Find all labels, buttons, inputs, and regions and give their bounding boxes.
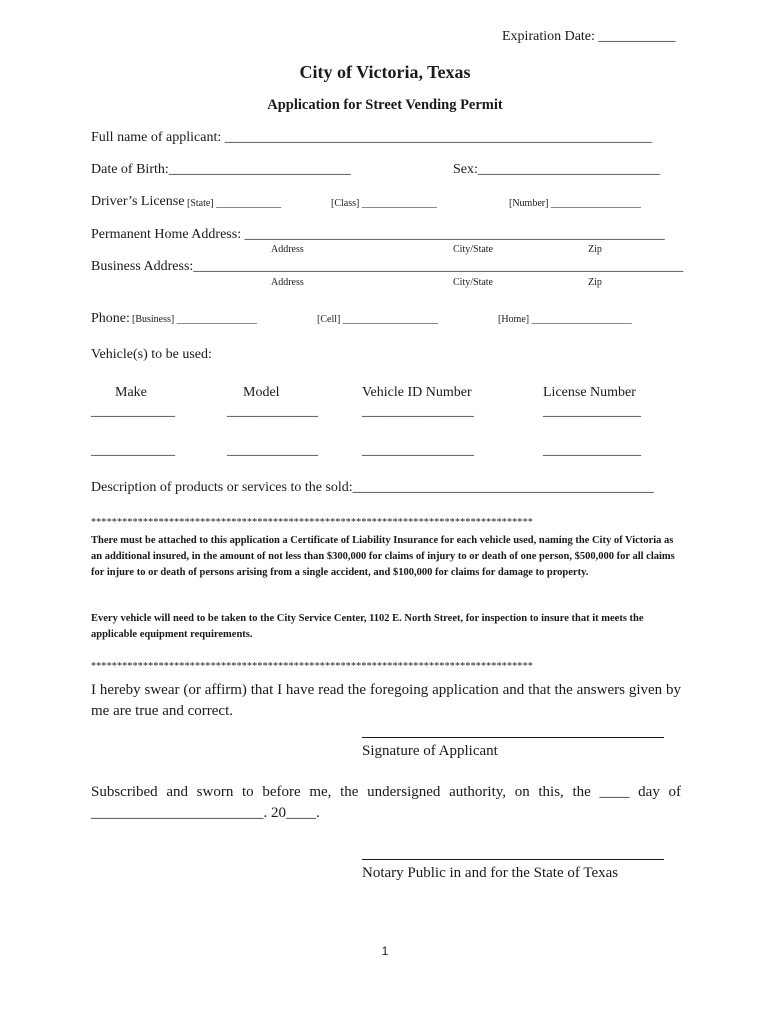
drivers-license-number: [Number] __________________ [509,198,641,209]
vehicle-1-make: ____________ [91,404,175,419]
column-license-number: License Number [543,385,636,400]
vehicle-2-model: _____________ [227,443,318,458]
vehicles-label: Vehicle(s) to be used: [91,347,212,362]
phone-home: [Home] ____________________ [498,314,632,325]
drivers-license-label: Driver’s License [91,194,185,209]
vehicle-2-make: ____________ [91,443,175,458]
notary-public-label: Notary Public in and for the State of Texas [362,865,619,881]
sex-field: Sex:__________________________ [453,162,660,177]
page-title: City of Victoria, Texas [299,62,471,82]
description-field: Description of products or services to the sold:___________________________________________ [91,480,654,495]
phone-business: [Business] ________________ [132,314,257,325]
phone-label: Phone: [91,311,130,326]
phone-cell: [Cell] ___________________ [317,314,438,325]
column-make: Make [115,385,147,400]
business-zip-sublabel: Zip [588,277,602,288]
home-zip-sublabel: Zip [588,244,602,255]
drivers-license-state: [State] _____________ [187,198,282,209]
vehicle-1-id: ________________ [362,404,474,419]
full-name-field: Full name of applicant: _____________________________________________________________ [91,130,652,145]
oath-statement: I hereby swear (or affirm) that I have read the foregoing application and that the answers given by me are true and correct. [91,682,681,719]
vehicle-2-id: ________________ [362,443,474,458]
expiration-date-field: Expiration Date: ___________ [502,29,676,44]
column-vehicle-id: Vehicle ID Number [362,385,472,400]
page-subtitle: Application for Street Vending Permit [267,97,503,113]
divider-stars-top: ************************************************************************************* [91,517,533,528]
subscribed-sworn-statement: Subscribed and sworn to before me, the undersigned authority, on this, the ____ day of _______________________. 20____. [91,784,681,821]
business-address-sublabel: Address [271,277,304,288]
column-model: Model [243,385,280,400]
signature-of-applicant-label: Signature of Applicant [362,743,498,759]
page-number: 1 [381,944,389,958]
drivers-license-class: [Class] _______________ [331,198,437,209]
business-citystate-sublabel: City/State [453,277,493,288]
home-citystate-sublabel: City/State [453,244,493,255]
vehicle-1-license: ______________ [543,404,641,419]
date-of-birth-field: Date of Birth:__________________________ [91,162,351,177]
home-address-field: Permanent Home Address: ____________________________________________________________ [91,227,665,242]
home-address-sublabel: Address [271,244,304,255]
applicant-signature-line [362,737,664,738]
vehicle-2-license: ______________ [543,443,641,458]
inspection-notice: Every vehicle will need to be taken to the City Service Center, 1102 E. North Street, for inspection to insure that it meets the applicable equipment requirements. [91,613,644,640]
divider-stars-bottom: ************************************************************************************* [91,661,533,672]
insurance-notice: There must be attached to this application a Certificate of Liability Insurance for each vehicle used, naming the City of Victoria as an additional insured, in the amount of not less than $300,000 for claims of injury to or death of one person, $500,000 for all claims for injure to or death of persons arising from a single accident, and $100,000 for claims for damage to property. [91,535,675,578]
vehicle-1-model: _____________ [227,404,318,419]
notary-signature-line [362,859,664,860]
business-address-field: Business Address:______________________________________________________________________ [91,259,684,274]
